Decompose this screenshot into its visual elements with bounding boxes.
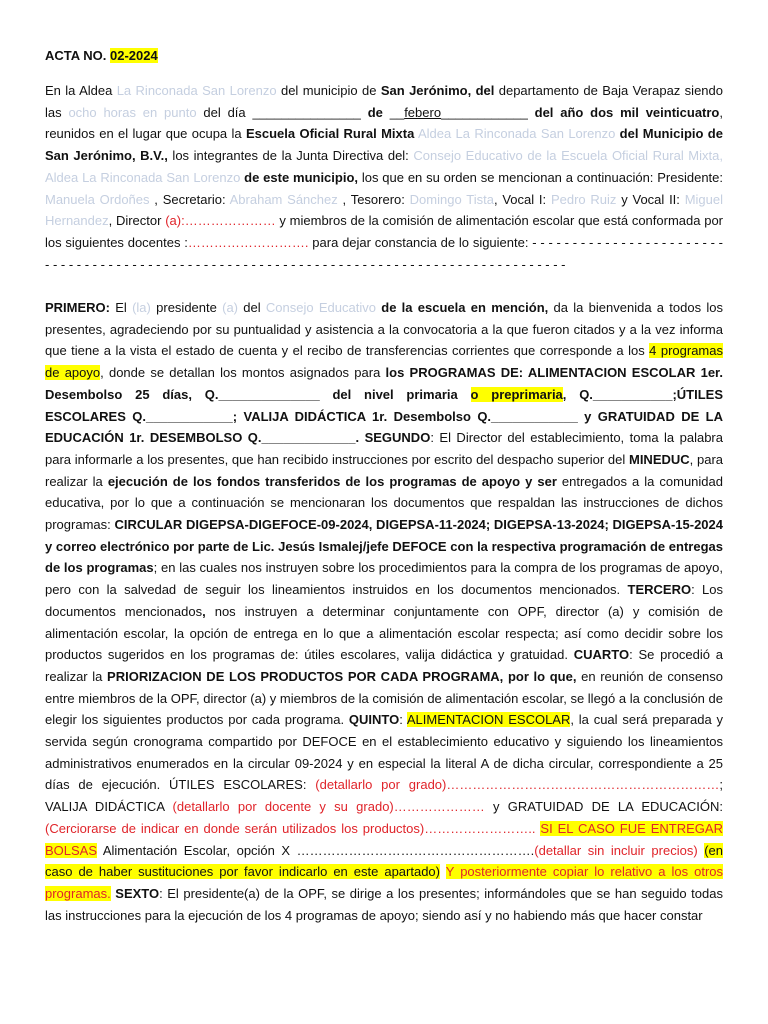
text: en reunión de consenso entre miembros de la OPF, director (a) y miembros de la comisión de alimentación escolar, se llegó a la conclusión de elegir los siguientes productos por cada programa. xyxy=(45,668,724,728)
text: Escuela Oficial Rural Mixta xyxy=(245,126,415,142)
section-primero: PRIMERO: xyxy=(45,300,110,315)
president-name: Manuela Ordoñes xyxy=(45,191,150,207)
text: , donde se detallan los montos asignados para xyxy=(100,365,386,381)
detail-utiles: (detallarlo por grado)……………………………………………………… xyxy=(315,777,720,793)
circulars-list: CIRCULAR DIGEPSA-DIGEFOCE-09-2024, DIGEPSA-11-2024; DIGEPSA-13-2024; DIGEPSA-15-2024 y correo electrónico por parte de Lic. Jesús Ismalej/jefe DEFOCE con la respectiva programación de entregas de los programas xyxy=(45,517,723,576)
highlight-preprimaria: o preprimaria xyxy=(470,386,563,402)
text: , Tesorero: xyxy=(337,191,410,207)
treasurer-name: Domingo Tista xyxy=(409,191,494,207)
programs-amounts: los PROGRAMAS DE: ALIMENTACION ESCOLAR 1er. Desembolso 25 días, Q.______________ del nivel primaria xyxy=(45,365,723,402)
month-field: febero xyxy=(404,104,442,120)
text: : El Director del establecimiento, toma la palabra para informarle a los presentes, que han recibido instrucciones por escrito del despacho superior del xyxy=(45,430,723,467)
teachers-field: ………………………. xyxy=(187,234,309,250)
highlight-programs: 4 programas de apoyo xyxy=(45,343,723,381)
text xyxy=(458,387,471,402)
text: los que en su orden se mencionan a continuación: Presidente: xyxy=(358,169,723,185)
text: , xyxy=(202,603,206,619)
text: ; VALIJA DIDÁCTICA xyxy=(45,777,723,815)
text: , Director xyxy=(108,213,166,229)
text: de este municipio, xyxy=(244,169,359,185)
text: del día _______________ xyxy=(196,104,368,120)
text: para dejar constancia de lo siguiente: - - - - - - - - - - - - - - - - - - - - - - - - - - - - - - - - - - - - - - - - - - - - - - - - - - - - - - - - - - - - - - - - - - - - - - - - - - - - - - - - - - - - - - - - - - xyxy=(45,234,724,272)
text: ; en las cuales nos instruyen sobre los procedimientos para la compra de los programas de apoyo, pero con la salvedad de seguir los lineamientos instruidos en los documentos mencionados. xyxy=(45,560,723,598)
text: y Vocal II: xyxy=(616,191,685,207)
text: , para realizar la xyxy=(45,451,724,489)
text: , Secretario: xyxy=(149,191,230,207)
highlight-alimentacion: ALIMENTACION ESCOLAR xyxy=(406,712,571,728)
section-quinto: QUINTO xyxy=(348,712,400,728)
text: del Municipio de San Jerónimo, B.V., xyxy=(45,126,723,164)
text: En la Aldea xyxy=(45,83,117,98)
text xyxy=(440,864,446,879)
text: : Se procedió a realizar la xyxy=(45,647,724,684)
school-name: Aldea La Rinconada San Lorenzo xyxy=(417,126,616,142)
highlight-sustituciones: (en caso de haber sustituciones por favor indicarlo en este apartado) xyxy=(45,842,723,880)
acta-number: 02-2024 xyxy=(110,48,158,63)
text: presidente xyxy=(150,300,223,315)
acta-label: ACTA NO. xyxy=(45,48,107,63)
text: del año dos mil veinticuatro xyxy=(534,104,720,120)
highlight-bolsas: SI EL CASO FUE ENTREGAR BOLSAS xyxy=(45,820,723,858)
text: (a) xyxy=(222,300,239,315)
text: PRIORIZACION DE LOS PRODUCTOS POR CADA PROGRAMA, por lo que, xyxy=(107,668,577,684)
text: nos instruyen a determinar conjuntamente con OPF, director (a) y comisión de alimentación escolar, la opción de entrega en lo que a alimentación escolar respecta; así como decidir sobre los productos sugeridos en los programas de: útiles escolares, valija didáctica y gratuidad. xyxy=(45,603,724,663)
text: y miembros de la comisión de alimentación escolar que está conformada por los siguientes docentes : xyxy=(45,213,723,250)
detail-precios: (detallar sin incluir precios) xyxy=(534,842,698,858)
text: de xyxy=(367,104,383,120)
text: y GRATUIDAD DE LA EDUCACIÓN: xyxy=(484,799,723,815)
text: : El presidente(a) de la OPF, se dirige a los presentes; informándoles que se han seguido todas las instrucciones para la ejecución de los 4 programas de apoyo; siendo así y no habiendo más que hacer constar xyxy=(45,885,723,923)
hour-field: ocho horas en punto xyxy=(68,104,197,120)
council-name: Consejo Educativo de la Escuela Oficial Rural Mixta, Aldea La Rinconada San Lorenzo xyxy=(45,148,723,185)
text: de la escuela en mención, xyxy=(381,300,549,315)
aldea-name: La Rinconada San Lorenzo xyxy=(116,83,277,98)
text: MINEDUC xyxy=(628,451,690,467)
programs-amounts-2: , Q.___________;ÚTILES ESCOLARES Q.____________; VALIJA DIDÁCTICA 1r. Desembolso Q.____________ y GRATUIDAD DE LA EDUCACIÓN 1r. DESEMBOLSO Q._____________. SEGUNDO xyxy=(45,386,723,446)
text: los integrantes de la Junta Directiva del: xyxy=(167,148,414,164)
text: del xyxy=(238,300,266,315)
text: ____________ xyxy=(441,104,535,120)
vocal2-name: Miguel Hernandez xyxy=(45,191,723,229)
section-cuarto: CUARTO xyxy=(573,647,630,663)
director-field: (a):………………… xyxy=(165,213,276,229)
secretary-name: Abraham Sánchez xyxy=(229,191,338,207)
text: __ xyxy=(382,104,405,120)
body-paragraph xyxy=(45,297,723,926)
highlight-copiar: Y posteriormente copiar lo relativo a los otros programas. xyxy=(45,864,723,901)
text: departamento de Baja Verapaz siendo las xyxy=(45,83,723,120)
detail-valija: (detallarlo por docente y su grado)………………… xyxy=(172,799,485,815)
vocal1-name: Pedro Ruiz xyxy=(550,191,617,207)
text: : xyxy=(399,712,407,728)
text: entregados a la comunidad educativa, por lo que a continuación se mencionaran los documentos que respaldan las instrucciones de dichos programas: xyxy=(45,473,723,533)
text: da la bienvenida a todos los presentes, agradeciendo por su puntualidad y asistencia a la convocatoria a la que fueron citados y a la vez informa que tiene a la vista el estado de cuenta y el recibo de transferencias corrientes que corresponde a los xyxy=(45,300,723,359)
acta-title xyxy=(45,45,158,67)
text: del municipio de xyxy=(276,83,381,98)
council-ref: Consejo Educativo xyxy=(265,300,376,315)
text: (la) xyxy=(132,300,151,315)
text: , reunidos en el lugar que ocupa la xyxy=(45,104,723,142)
text: , Vocal I: xyxy=(493,191,551,207)
text: , la cual será preparada y servida según cronograma compartido por DEFOCE en el establecimiento educativo y siguiendo los lineamientos administrativos enumerados en la circular 09-2024 y en especial la literal A de dicha circular, correspondiente a 25 días de ejecución. ÚTILES ESCOLARES: xyxy=(45,712,723,793)
text: San Jerónimo, del xyxy=(380,83,495,98)
text: ejecución de los fondos transferidos de los programas de apoyo y ser xyxy=(107,473,557,489)
section-sexto: SEXTO xyxy=(115,885,160,901)
text: El xyxy=(110,300,133,315)
detail-gratuidad: (Cerciorarse de indicar en donde serán utilizados los productos)…………………….. xyxy=(45,820,536,836)
intro-paragraph xyxy=(45,80,723,275)
text: Alimentación Escolar, opción X ………………………………………………. xyxy=(97,842,535,858)
text: : Los documentos mencionados xyxy=(45,582,723,619)
section-tercero: TERCERO xyxy=(627,582,692,598)
